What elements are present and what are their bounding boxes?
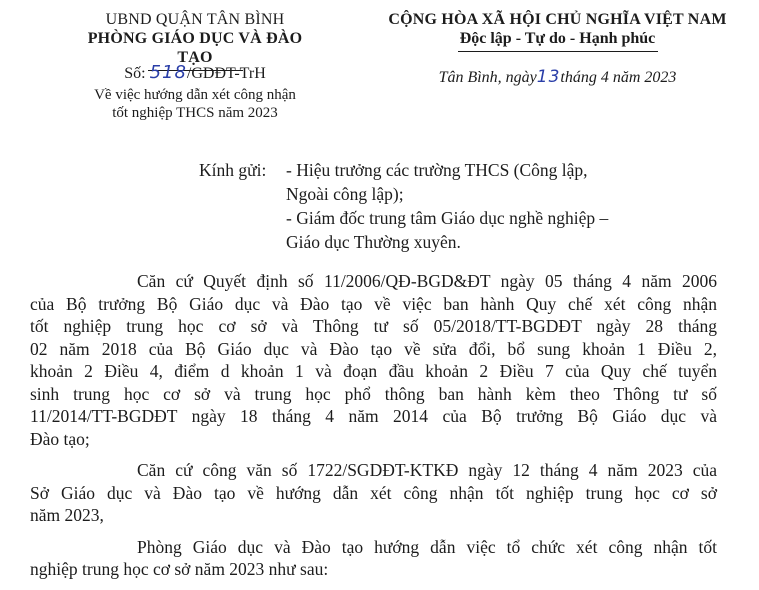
body-line: 02 năm 2018 của Bộ Giáo dục và Đào tạo về sửa đổi, bổ sung khoản 1 Điều 2, bbox=[30, 338, 717, 359]
body-line: Căn cứ công văn số 1722/SGDĐT-KTKĐ ngày 12 tháng 4 năm 2023 của bbox=[137, 460, 717, 480]
place-and-date bbox=[360, 66, 755, 89]
recipient-line: Ngoài công lập); bbox=[286, 184, 404, 204]
body-line: sinh trung học cơ sở và trung học phổ thông ban hành kèm theo Thông tư số bbox=[30, 383, 717, 404]
subject-line-2: tốt nghiệp THCS năm 2023 bbox=[112, 105, 278, 121]
recipients-label: Kính gửi: bbox=[199, 160, 267, 180]
header-right-underline bbox=[458, 51, 658, 52]
body-line: năm 2023, bbox=[30, 505, 104, 525]
national-title: CỘNG HÒA XÃ HỘI CHỦ NGHĨA VIỆT NAM bbox=[388, 11, 727, 28]
body-paragraph-3 bbox=[30, 536, 717, 581]
document-number-prefix: Số: bbox=[124, 65, 146, 82]
place-date-prefix: Tân Bình, ngày bbox=[438, 69, 537, 86]
recipient-line: - Hiệu trưởng các trường THCS (Công lập, bbox=[286, 160, 588, 180]
recipient-line: Giáo dục Thường xuyên. bbox=[286, 232, 461, 252]
document-body bbox=[30, 270, 717, 590]
body-line: của Bộ trưởng Bộ Giáo dục và Đào tạo về việc ban hành Quy chế xét công nhận bbox=[30, 293, 717, 314]
body-line: nghiệp trung học cơ sở năm 2023 như sau: bbox=[30, 559, 329, 579]
body-line: khoản 2 Điều 4, điểm d khoản 1 và đoạn đầu khoản 2 Điều 7 của Quy chế tuyển bbox=[30, 361, 717, 381]
issuing-organization: PHÒNG GIÁO DỤC VÀ ĐÀO TẠO bbox=[87, 30, 303, 66]
document-number bbox=[70, 62, 320, 85]
national-title-block bbox=[360, 10, 755, 52]
document-subject bbox=[70, 86, 320, 122]
recipient-line: - Giám đốc trung tâm Giáo dục nghề nghiệp – bbox=[286, 208, 609, 228]
document-number-handwritten: 518 bbox=[149, 62, 187, 83]
body-line: Đào tạo; bbox=[30, 428, 90, 449]
body-line: 11/2014/TT-BGDĐT ngày 18 tháng 4 năm 2014 của Bộ trưởng Bộ Giáo dục và bbox=[30, 406, 717, 426]
place-date-suffix: tháng 4 năm 2023 bbox=[560, 69, 677, 86]
national-motto: Độc lập - Tự do - Hạnh phúc bbox=[459, 30, 656, 47]
body-line: Sở Giáo dục và Đào tạo về hướng dẫn xét công nhận tốt nghiệp trung học cơ sở bbox=[30, 482, 717, 503]
parent-organization: UBND QUẬN TÂN BÌNH bbox=[105, 11, 285, 28]
document-number-suffix: /GDĐT-TrH bbox=[186, 65, 266, 82]
day-handwritten: 13 bbox=[536, 67, 561, 87]
body-line: Căn cứ Quyết định số 11/2006/QĐ-BGD&ĐT ngày 05 tháng 4 năm 2006 bbox=[137, 271, 717, 291]
subject-line-1: Về việc hướng dẫn xét công nhận bbox=[94, 87, 296, 103]
body-paragraph-2 bbox=[30, 459, 717, 527]
body-paragraph-1 bbox=[30, 270, 717, 450]
body-line: Phòng Giáo dục và Đào tạo hướng dẫn việc tổ chức xét công nhận tốt bbox=[137, 536, 717, 557]
body-line: tốt nghiệp trung học cơ sở và Thông tư số 05/2018/TT-BGDĐT ngày 28 tháng bbox=[30, 316, 717, 336]
recipients-list bbox=[286, 158, 686, 254]
